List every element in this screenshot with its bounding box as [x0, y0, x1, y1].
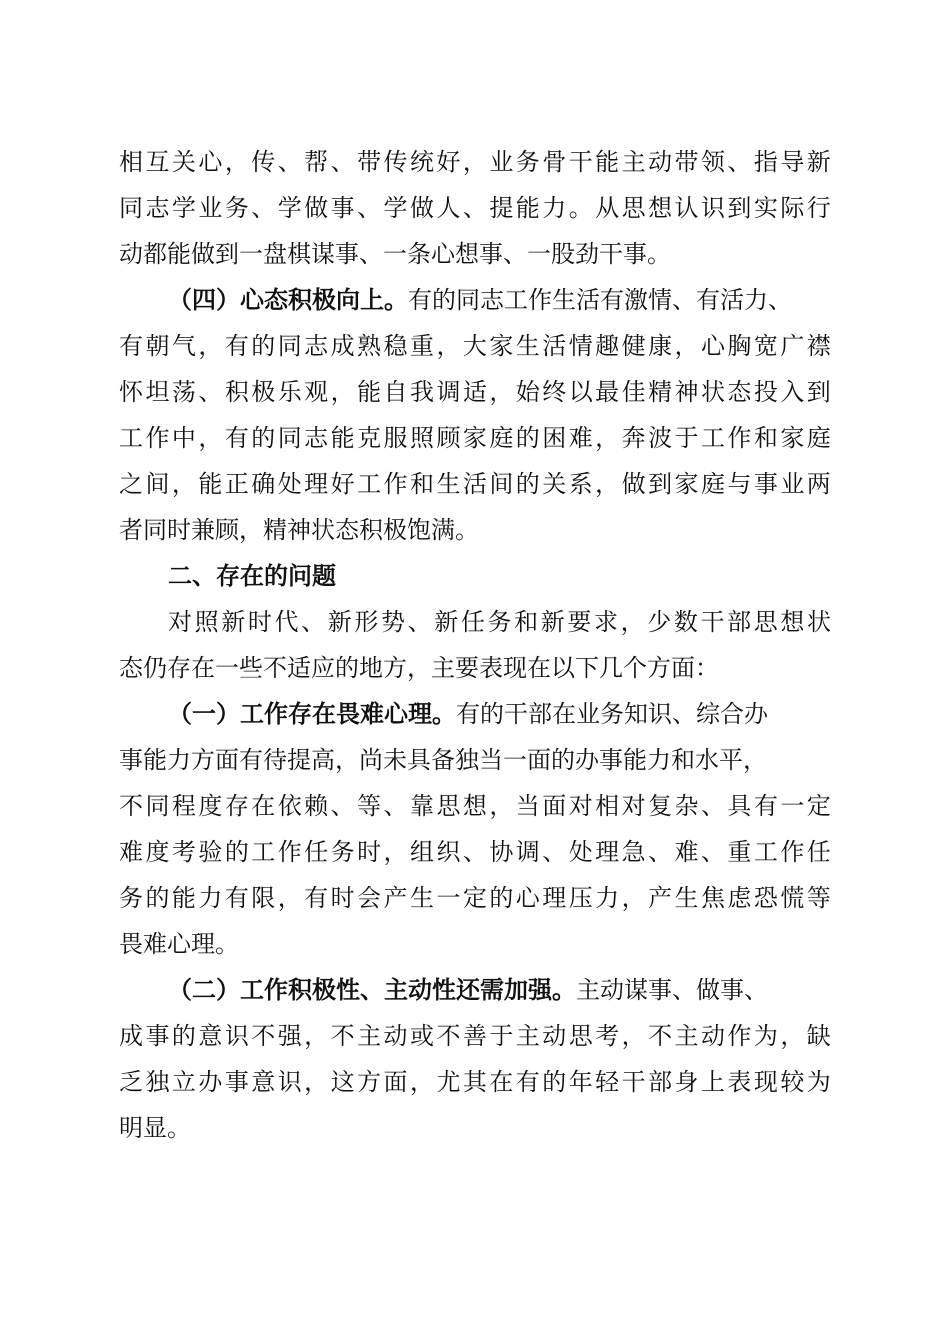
paragraph-4-line-1: 有的干部在业务知识、综合办 [456, 700, 768, 728]
paragraph-4-line-3: 不 同 程 度 存 在 依 赖 、 等 、 靠 思 想 ， 当 面 对 相 对 复 杂 、 具 有 一 定 [119, 792, 831, 820]
paragraph-2-line-4: 工 作 中 ， 有 的 同 志 能 克 服 照 顾 家 庭 的 困 难 ， 奔 波 于 工 作 和 家 庭 [119, 424, 831, 452]
paragraph-2-heading: （四）心态积极向上。 [168, 286, 408, 314]
paragraph-2-line-5: 之 间 ， 能 正 确 处 理 好 工 作 和 生 活 间 的 关 系 ， 做 到 家 庭 与 事 业 两 [119, 470, 831, 498]
paragraph-4-line-4: 难 度 考 验 的 工 作 任 务 时 ， 组 织 、 协 调 、 处 理 急 、 难 、 重 工 作 任 [119, 838, 831, 866]
paragraph-5-line-2: 成 事 的 意 识 不 强 ， 不 主 动 或 不 善 于 主 动 思 考 ， 不 主 动 作 为 ， 缺 [119, 1022, 831, 1050]
section-heading: 二、存在的问题 [168, 562, 336, 590]
paragraph-2-line-6: 者同时兼顾，精神状态积极饱满。 [119, 516, 479, 544]
paragraph-2-line-2: 有 朝 气 ， 有 的 同 志 成 熟 稳 重 ， 大 家 生 活 情 趣 健 康 ， 心 胸 宽 广 襟 [119, 332, 831, 360]
paragraph-5-line-4: 明显。 [119, 1114, 191, 1142]
paragraph-2-first-line [168, 280, 831, 320]
paragraph-5-heading: （二）工作积极性、主动性还需加强。 [168, 976, 576, 1004]
paragraph-1-line-2: 同 志 学 业 务 、 学 做 事 、 学 做 人 、 提 能 力 。 从 思 想 认 识 到 实 际 行 [119, 194, 831, 222]
paragraph-4-heading: （一）工作存在畏难心理。 [168, 700, 456, 728]
paragraph-4-first-line [168, 694, 831, 734]
paragraph-3-line-1: 对 照 新 时 代 、 新 形 势 、 新 任 务 和 新 要 求 ， 少 数 干 部 思 想 状 [168, 608, 831, 636]
paragraph-5-line-1: 主动谋事、做事、 [576, 976, 768, 1004]
paragraph-4-line-6: 畏难心理。 [119, 930, 239, 958]
paragraph-4-line-2: 事能力方面有待提高，尚未具备独当一面的办事能力和水平， [119, 746, 767, 774]
paragraph-1-line-3: 动都能做到一盘棋谋事、一条心想事、一股劲干事。 [119, 240, 671, 268]
paragraph-2-line-3: 怀 坦 荡 、 积 极 乐 观 ， 能 自 我 调 适 ， 始 终 以 最 佳 精 神 状 态 投 入 到 [119, 378, 831, 406]
paragraph-5-first-line [168, 970, 831, 1010]
paragraph-4-line-5: 务 的 能 力 有 限 ， 有 时 会 产 生 一 定 的 心 理 压 力 ， 产 生 焦 虑 恐 慌 等 [119, 884, 831, 912]
paragraph-3-line-2: 态仍存在一些不适应的地方，主要表现在以下几个方面： [119, 654, 719, 682]
paragraph-1-line-1: 相 互 关 心 ， 传 、 帮 、 带 传 统 好 ， 业 务 骨 干 能 主 动 带 领 、 指 导 新 [119, 148, 831, 176]
paragraph-2-line-1: 有的同志工作生活有激情、有活力、 [408, 286, 792, 314]
paragraph-5-line-3: 乏 独 立 办 事 意 识 ， 这 方 面 ， 尤 其 在 有 的 年 轻 干 部 身 上 表 现 较 为 [119, 1068, 831, 1096]
